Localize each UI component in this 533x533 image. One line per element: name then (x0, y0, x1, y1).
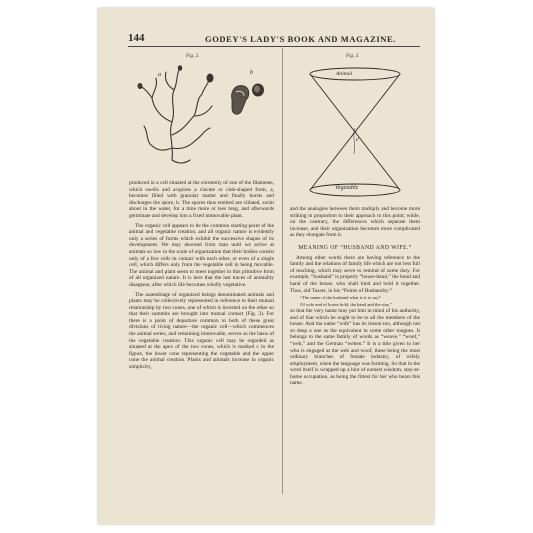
left-paragraph-2: The organic cell appears to be the common starting-point of the animal and vegetable creation, and all organic nature is evidently only a series of forms which exhibit the successive shapes of its development. We may descend from man until we arrive at animals so low in the scale of organization that their bodies consist only of a few cells in contact with each other, or even of a single cell, which differs only from the vegetable cell in being movable. The animal and plant seem to meet together in this primitive form of all organized nature. It is here that the last traces of animality disappear, after which life becomes wholly vegetative. (129, 222, 274, 288)
fig2-label-b: b (250, 70, 253, 76)
page-number: 144 (128, 32, 145, 44)
left-column-text (129, 180, 274, 371)
left-paragraph-3: The assemblage of organized beings denominated animals and plants may be collectively represented in reference to their mutual relationship by two cones, one of which is inverted on the other so that their summits are brought into mutual contact (Fig. 3). For there is a point of departure common to both of these great divisions of living nature—the organic cell—which commences the animal series, and remaining immovable, serves as the basis of the vegetable creation. This organic cell may be regarded as situated at the apex of the two cones, which is marked c in the figure, the lower cone representing the vegetable and the upper cone the animal creation. Plants and animals increase in organic simplicity, (129, 291, 274, 371)
right-paragraph-1: and the analogies between them multiply and become more striking in proportion to their approach to this point; while, on the contrary, the differences which separate them increase, and their organization becomes more complicated as they elongate from it. (290, 206, 420, 239)
page-header (128, 30, 420, 44)
section-heading: MEANING OF “HUSBAND AND WIFE.” (298, 244, 412, 251)
fig2-caption: Fig. 2. (186, 54, 200, 59)
right-paragraph-2: Among other words there are having reference to the family and the relations of family life which are not less full of teaching, which may serve to remind of some duty. For example, “husband” is properly “house-band,” the bond and band of the house, who shall bind and hold it together. Thus, old Tusser, in his “Points of Husbandry:” (290, 254, 420, 294)
fig2-illustration (132, 60, 272, 172)
quote-line-1: “The name of the husband what is it to say? (300, 295, 381, 301)
right-column-text (290, 206, 420, 387)
fig2-label-a: a (158, 72, 161, 78)
column-divider (282, 48, 283, 494)
fig3-label-animal: Animal (336, 71, 353, 77)
magazine-page (98, 8, 434, 524)
left-paragraph-1: produced in a cell situated at the extremity of one of the filaments, which swells and acquires a clavate or club-shaped form, a, becomes filled with granular matter and finally bursts and discharges the spore, b. The spores thus emitted are ciliated, swim about in the water, for a time more or less long, and afterwards germinate and develop into a fixed immovable plant. (129, 180, 274, 219)
quote-line-2: Of wife and of house hold, the band and the stay.” (300, 301, 393, 307)
right-paragraph-3: so that the very name may put him in mind of his authority, and of that which he ought to be to all the members of the house. And the name “wife” has its lesson too, although not so deep a one as the equivalent in some other tongues. It belongs to the same family of words as “weave,” “woof,” “web,” and the German “weben.” It is a title given to her who is engaged at the web and woof, these being the most ordinary branches of female industry, of wifely employment, when the language was forming. So that in the word itself is wrapped up a hint of earnest wisdom; stay-at-home occupation, as being the fittest for her who bears this name. (290, 307, 420, 387)
magazine-title: GODEY'S LADY'S BOOK AND MAGAZINE. (204, 34, 396, 44)
header-rule (128, 46, 420, 47)
fig3-caption: Fig. 3. (346, 54, 360, 59)
fig3-cones-illustration (300, 64, 410, 200)
fig3-label-c: c (356, 136, 359, 143)
fig3-label-vegetable: Vegetable (335, 185, 359, 191)
